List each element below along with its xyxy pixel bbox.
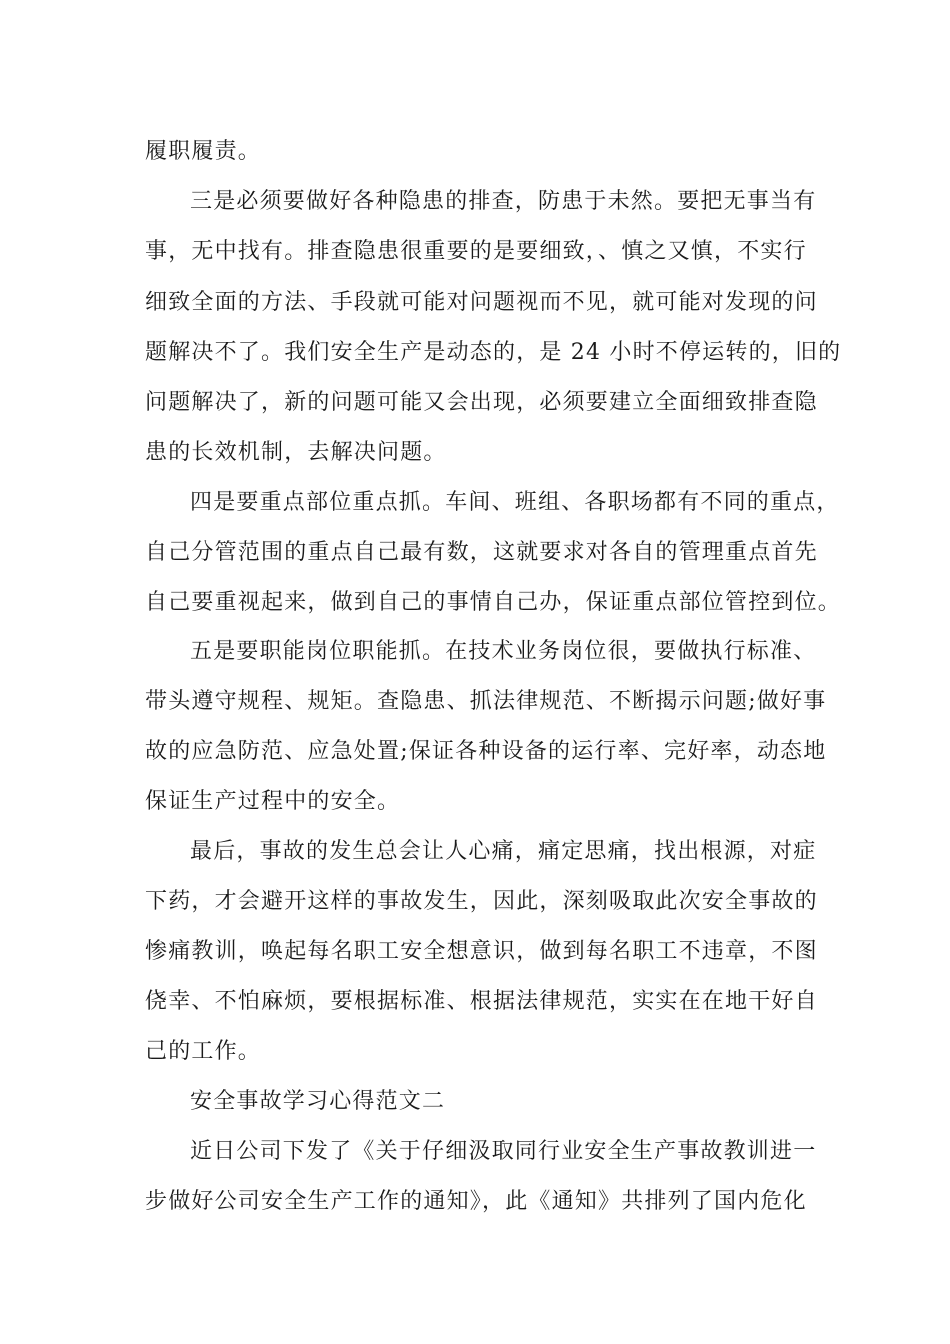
- text-line: 带头遵守规程、规矩。查隐患、抓法律规范、不断揭示问题;做好事: [145, 689, 827, 714]
- text-line: 故的应急防范、应急处置;保证各种设备的运行率、完好率，动态地: [145, 739, 827, 764]
- paragraph-start-line: 五是要职能岗位职能抓。在技术业务岗位很，要做执行标准、: [190, 639, 817, 664]
- paragraph-start-line: 近日公司下发了《关于仔细汲取同行业安全生产事故教训进一: [190, 1139, 817, 1164]
- text-line: 下药，才会避开这样的事故发生，因此，深刻吸取此次安全事故的: [145, 889, 818, 914]
- paragraph-start-line: 最后，事故的发生总会让人心痛，痛定思痛，找出根源，对症: [190, 839, 817, 864]
- text-line: 自己要重视起来，做到自己的事情自己办，保证重点部位管控到位。: [145, 590, 842, 615]
- paragraph-start-line: 四是要重点部位重点抓。车间、班组、各职场都有不同的重点，: [190, 490, 840, 515]
- section-heading: 安全事故学习心得范文二: [190, 1089, 446, 1114]
- text-line: 步做好公司安全生产工作的通知》，此《通知》共排列了国内危化: [145, 1189, 807, 1214]
- text-line: 惨痛教训，唤起每名职工安全想意识，做到每名职工不违章，不图: [145, 939, 818, 964]
- paragraph-start-line: 三是必须要做好各种隐患的排查，防患于未然。要把无事当有: [190, 189, 817, 214]
- text-line: 己的工作。: [145, 1039, 262, 1064]
- text-line: 问题解决了，新的问题可能又会出现，必须要建立全面细致排查隐: [145, 390, 818, 415]
- text-line: 保证生产过程中的安全。: [145, 789, 401, 814]
- text-line: 细致全面的方法、手段就可能对问题视而不见，就可能对发现的问: [145, 290, 818, 315]
- text-line: 自己分管范围的重点自己最有数，这就要求对各自的管理重点首先: [145, 540, 818, 565]
- text-line: 侥幸、不怕麻烦，要根据标准、根据法律规范，实实在在地干好自: [145, 989, 818, 1014]
- text-line: 题解决不了。我们安全生产是动态的，是 24 小时不停运转的，旧的: [145, 340, 842, 365]
- text-line: 患的长效机制，去解决问题。: [145, 440, 447, 465]
- text-line: 履职履责。: [145, 139, 262, 164]
- text-line: 事，无中找有。排查隐患很重要的是要细致，、慎之又慎，不实行: [145, 239, 807, 264]
